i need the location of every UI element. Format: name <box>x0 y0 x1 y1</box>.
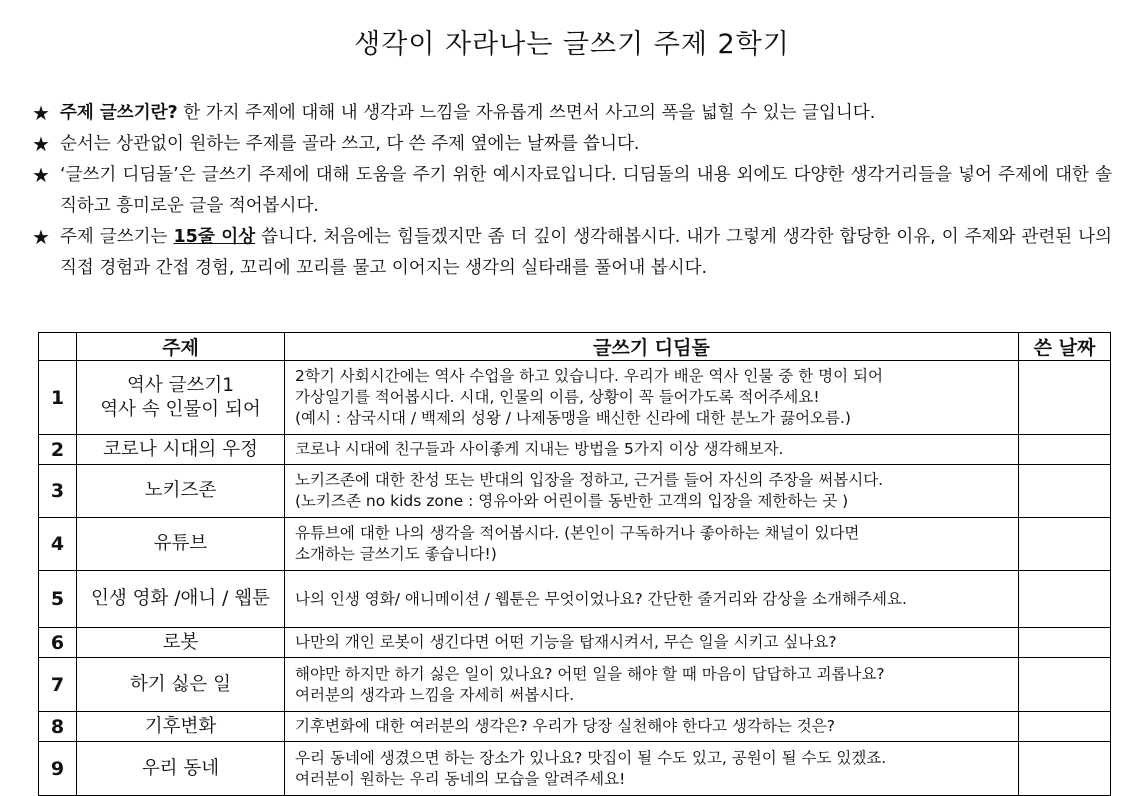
topic-cell <box>77 658 285 712</box>
instruction-item <box>32 129 1112 160</box>
table-row <box>39 465 1111 518</box>
row-number: 9 <box>39 742 77 796</box>
date-cell[interactable] <box>1019 435 1111 465</box>
table-header-row <box>39 333 1111 361</box>
row-number: 4 <box>39 518 77 571</box>
guide-line: 코로나 시대에 친구들과 사이좋게 지내는 방법을 5가지 이상 생각해보자. <box>295 440 784 458</box>
table-row <box>39 518 1111 571</box>
topic-line: 노키즈존 <box>144 480 217 501</box>
guide-line: 2학기 사회시간에는 역사 수업을 하고 있습니다. 우리가 배운 역사 인물 중 한 명이 되어 <box>295 367 883 385</box>
topic-line: 기후변화 <box>144 715 217 737</box>
guide-cell <box>285 361 1019 435</box>
guide-cell <box>285 712 1019 742</box>
instruction-text: 주제 글쓰기는 <box>60 227 174 247</box>
header-guide: 글쓰기 디딤돌 <box>285 333 1019 361</box>
guide-line: 여러분이 원하는 우리 동네의 모습을 알려주세요! <box>295 769 626 788</box>
topic-cell <box>77 712 285 742</box>
date-cell[interactable] <box>1019 658 1111 712</box>
star-icon: ★ <box>32 101 50 125</box>
topic-line: 인생 영화 /애니 / 웹툰 <box>91 588 270 609</box>
row-number: 8 <box>39 712 77 742</box>
star-icon: ★ <box>32 163 50 187</box>
topic-line: 역사 속 인물이 되어 <box>100 398 261 420</box>
topic-cell <box>77 435 285 465</box>
date-cell[interactable] <box>1019 571 1111 628</box>
topic-cell <box>77 465 285 518</box>
guide-cell <box>285 628 1019 658</box>
guide-line: (예시 : 삼국시대 / 백제의 성왕 / 나제동맹을 배신한 신라에 대한 분노가 끓어오름.) <box>295 409 851 427</box>
guide-cell <box>285 435 1019 465</box>
row-number: 5 <box>39 571 77 628</box>
instruction-item <box>32 222 1112 284</box>
topic-cell <box>77 628 285 658</box>
instruction-item <box>32 98 1112 129</box>
topic-cell <box>77 742 285 796</box>
date-cell[interactable] <box>1019 628 1111 658</box>
guide-cell <box>285 571 1019 628</box>
guide-line: 나의 인생 영화/ 애니메이션 / 웹툰은 무엇이었나요? 간단한 줄거리와 감상을 소개해주세요. <box>295 589 907 608</box>
row-number: 7 <box>39 658 77 712</box>
table-row <box>39 361 1111 435</box>
table-body <box>39 361 1111 796</box>
guide-cell <box>285 742 1019 796</box>
guide-line: (노키즈존 no kids zone : 영유아와 어린이를 동반한 고객의 입장을 제한하는 곳 ) <box>295 492 849 510</box>
table-row <box>39 658 1111 712</box>
instruction-text: 한 가지 주제에 대해 내 생각과 느낌을 자유롭게 쓰면서 사고의 폭을 넓힐 수 있는 글입니다. <box>177 103 876 123</box>
topic-line: 로봇 <box>162 631 199 653</box>
topic-line: 역사 글쓰기1 <box>126 374 234 396</box>
date-cell[interactable] <box>1019 518 1111 571</box>
guide-line: 노키즈존에 대한 찬성 또는 반대의 입장을 정하고, 근거를 들어 자신의 주장을 써봅시다. <box>295 471 884 489</box>
guide-line: 우리 동네에 생겼으면 하는 장소가 있나요? 맛집이 될 수도 있고, 공원이 될 수도 있겠죠. <box>295 748 887 767</box>
topic-line: 우리 동네 <box>141 757 220 779</box>
topic-line: 유튜브 <box>153 533 208 554</box>
star-icon: ★ <box>32 225 50 249</box>
table-row <box>39 628 1111 658</box>
table-row <box>39 712 1111 742</box>
table-row <box>39 742 1111 796</box>
topic-line: 코로나 시대의 우정 <box>103 438 258 460</box>
header-num <box>39 333 77 361</box>
instruction-text: 순서는 상관없이 원하는 주제를 골라 쓰고, 다 쓴 주제 옆에는 날짜를 씁니다. <box>60 134 640 154</box>
topic-cell <box>77 571 285 628</box>
instruction-text: 씁니다. 처음에는 힘들겠지만 좀 더 깊이 생각해봅시다. 내가 그렇게 생각한 합당한 이유, 이 주제와 관련된 나의 직접 경험과 간접 경험, 꼬리에 꼬리를 물고 이어지는 생각의 실타래를 풀어내 봅시다. <box>60 227 1112 278</box>
row-number: 2 <box>39 435 77 465</box>
topic-cell <box>77 518 285 571</box>
star-icon: ★ <box>32 132 50 156</box>
guide-cell <box>285 658 1019 712</box>
guide-line: 기후변화에 대한 여러분의 생각은? 우리가 당장 실천해야 한다고 생각하는 것은? <box>295 717 835 735</box>
topic-table <box>38 332 1111 796</box>
instruction-item <box>32 160 1112 222</box>
date-cell[interactable] <box>1019 361 1111 435</box>
date-cell[interactable] <box>1019 465 1111 518</box>
table-row <box>39 571 1111 628</box>
row-number: 6 <box>39 628 77 658</box>
guide-line: 해야만 하지만 하기 싫은 일이 있나요? 어떤 일을 해야 할 때 마음이 답답하고 괴롭나요? <box>295 664 885 683</box>
instruction-emphasis: 15줄 이상 <box>173 227 256 247</box>
guide-line: 가상일기를 적어봅시다. 시대, 인물의 이름, 상황이 꼭 들어가도록 적어주세요! <box>295 388 820 406</box>
header-date: 쓴 날짜 <box>1019 333 1111 361</box>
header-topic: 주제 <box>77 333 285 361</box>
instructions <box>32 98 1112 284</box>
table-row <box>39 435 1111 465</box>
date-cell[interactable] <box>1019 742 1111 796</box>
topic-line: 하기 싫은 일 <box>129 673 232 695</box>
page-title: 생각이 자라나는 글쓰기 주제 2학기 <box>354 29 790 60</box>
topic-cell <box>77 361 285 435</box>
guide-line: 소개하는 글쓰기도 좋습니다!) <box>295 545 497 563</box>
row-number: 1 <box>39 361 77 435</box>
guide-cell <box>285 518 1019 571</box>
date-cell[interactable] <box>1019 712 1111 742</box>
guide-cell <box>285 465 1019 518</box>
guide-line: 나만의 개인 로봇이 생긴다면 어떤 기능을 탑재시켜서, 무슨 일을 시키고 싶나요? <box>295 633 837 651</box>
guide-line: 유튜브에 대한 나의 생각을 적어봅시다. (본인이 구독하거나 좋아하는 채널이 있다면 <box>295 524 860 542</box>
instruction-text: ‘글쓰기 디딤돌’은 글쓰기 주제에 대해 도움을 주기 위한 예시자료입니다. 디딤돌의 내용 외에도 다양한 생각거리들을 넣어 주제에 대한 솔직하고 흥미로운 글을 적어봅시다. <box>60 165 1112 216</box>
guide-line: 여러분의 생각과 느낌을 자세히 써봅시다. <box>295 685 575 704</box>
row-number: 3 <box>39 465 77 518</box>
instruction-bold: 주제 글쓰기란? <box>60 103 178 123</box>
